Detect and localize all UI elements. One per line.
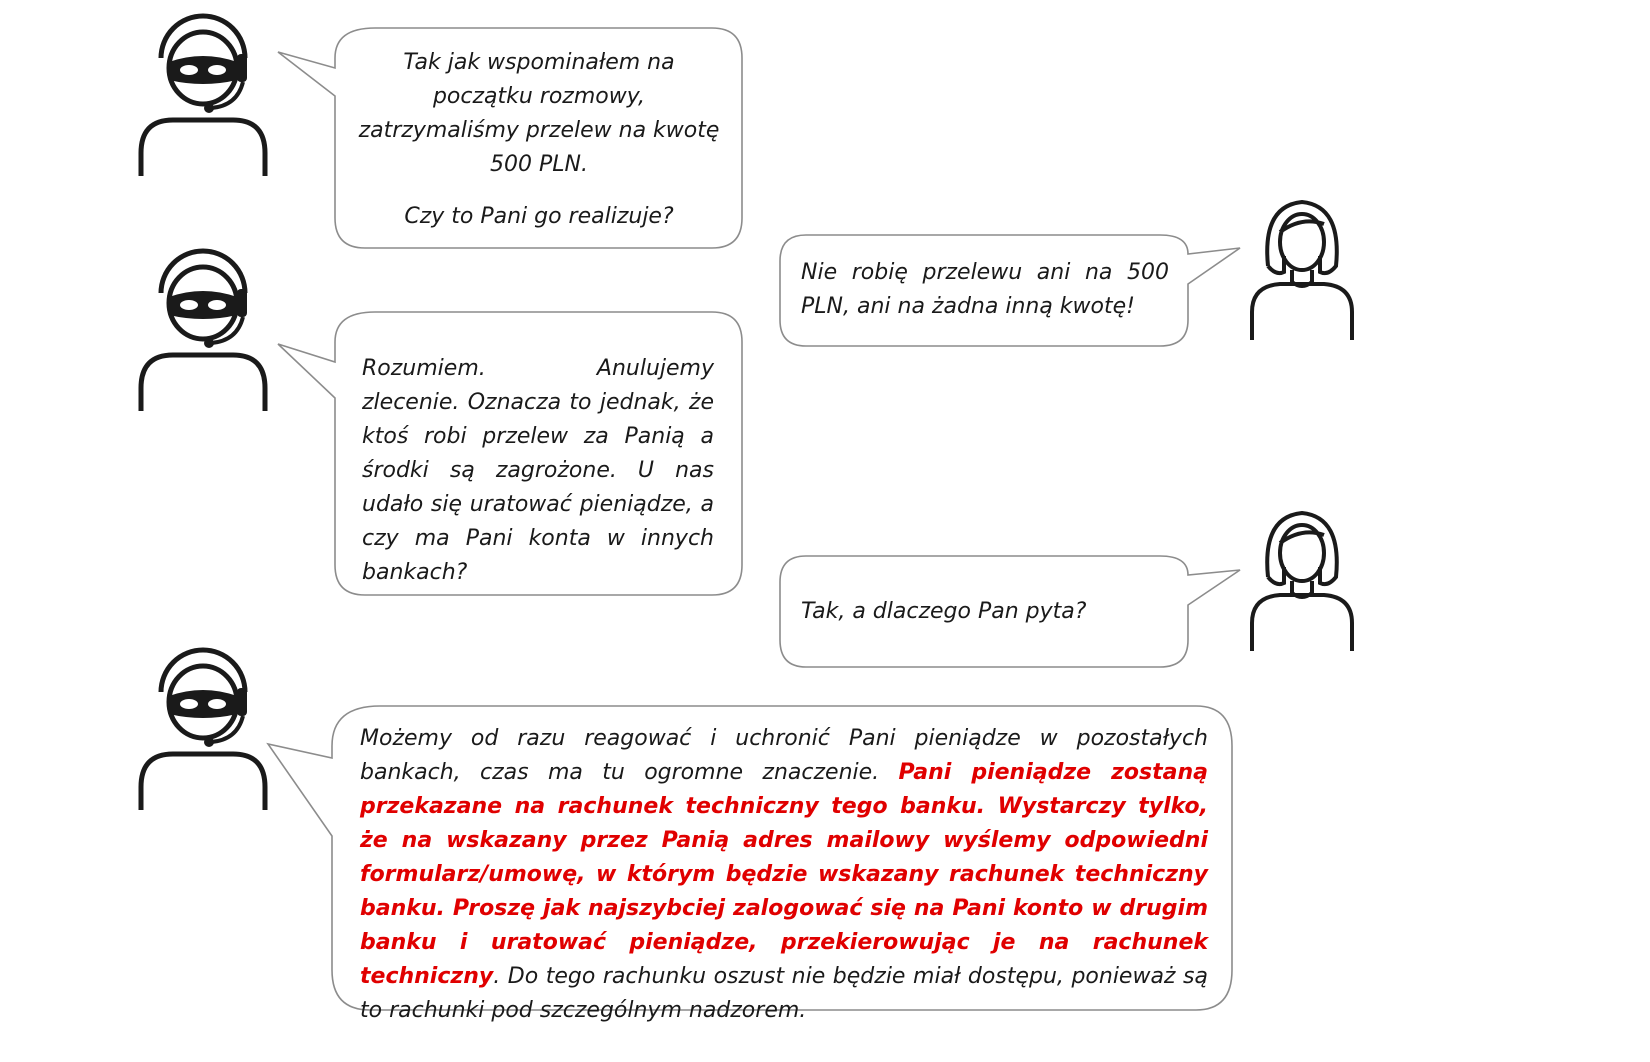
woman-icon: [1252, 513, 1352, 651]
message-5-part-3: . Do tego rachunku oszust nie będzie miał dostępu, ponieważ są to rachunki pod szczególnym nadzorem.: [360, 964, 1208, 1023]
message-4: Tak, a dlaczego Pan pyta?: [801, 599, 1087, 624]
message-3: Rozumiem. Anulujemy zlecenie. Oznacza to jednak, że ktoś robi przelew za Panią a środki są zagrożone. U nas udało się uratować pieniądze, a czy ma Pani konta w innych bankach?: [362, 356, 714, 585]
message-5-part-1: Możemy od razu reagować i uchronić Pani pieniądze w pozostałych bankach, czas ma tu ogromne znaczenie.: [360, 726, 1208, 785]
message-5-highlight: Pani pieniądze zostaną przekazane na rachunek techniczny tego banku. Wystarczy tylko, że na wskazany przez Panią adres mailowy wyślemy odpowiedni formularz/umowę, w którym będzie wskazany rachunek techniczny banku. Proszę jak najszybciej zalogować się na Pani konto w drugim banku i uratować pieniądze, przekierowując je na rachunek techniczny: [360, 760, 1208, 989]
message-1-line-1: Tak jak wspominałem na: [403, 50, 675, 75]
message-1-line-2: początku rozmowy,: [432, 84, 646, 109]
scammer-headset-icon: [141, 16, 265, 176]
message-1-line-3: zatrzymaliśmy przelew na kwotę: [358, 118, 720, 143]
woman-icon: [1252, 202, 1352, 340]
scammer-headset-icon: [141, 650, 265, 810]
message-2: Nie robię przelewu ani na 500 PLN, ani na żadna inną kwotę!: [801, 260, 1169, 319]
message-1: [355, 46, 723, 234]
message-1-question: Czy to Pani go realizuje?: [404, 204, 674, 229]
scammer-headset-icon: [141, 251, 265, 411]
message-1-line-4: 500 PLN.: [490, 152, 588, 177]
message-5: [360, 722, 1208, 1028]
